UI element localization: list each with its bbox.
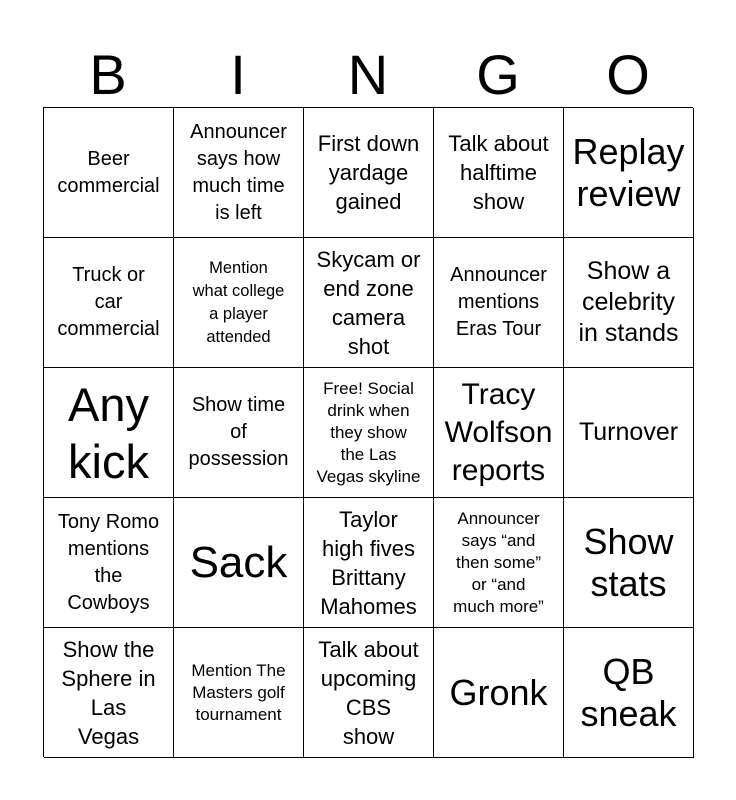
bingo-cell[interactable] bbox=[44, 368, 174, 498]
bingo-cell[interactable] bbox=[564, 368, 694, 498]
bingo-cell[interactable] bbox=[564, 238, 694, 368]
bingo-cell[interactable] bbox=[434, 368, 564, 498]
cell-text: Sack bbox=[189, 537, 288, 587]
cell-text: First down yardage gained bbox=[317, 131, 420, 214]
bingo-cell[interactable] bbox=[304, 498, 434, 628]
cell-text: Talk about upcoming CBS show bbox=[318, 636, 419, 749]
cell-text: Free! Social drink when they show the Las Vegas skyline bbox=[316, 378, 421, 486]
bingo-cell[interactable] bbox=[564, 498, 694, 628]
header-letter-b: B bbox=[89, 43, 127, 106]
cell-text: Announcer says “and then some” or “and much more” bbox=[453, 508, 544, 616]
cell-text: Beer commercial bbox=[57, 147, 160, 197]
cell-text: Gronk bbox=[449, 671, 548, 713]
cell-text: Mention what college a player attended bbox=[192, 258, 285, 346]
bingo-cell[interactable] bbox=[304, 108, 434, 238]
bingo-cell[interactable] bbox=[174, 368, 304, 498]
cell-text: Talk about halftime show bbox=[448, 131, 549, 214]
bingo-cell[interactable] bbox=[434, 238, 564, 368]
cell-text: Taylor high fives Brittany Mahomes bbox=[320, 506, 417, 619]
cell-text: Announcer mentions Eras Tour bbox=[450, 264, 547, 340]
bingo-cell[interactable] bbox=[304, 238, 434, 368]
cell-text: Turnover bbox=[578, 418, 679, 446]
cell-text: Show the Sphere in Las Vegas bbox=[61, 636, 156, 749]
bingo-board bbox=[43, 107, 693, 757]
bingo-cell[interactable] bbox=[434, 108, 564, 238]
cell-text: Show stats bbox=[583, 520, 674, 604]
cell-text: Show time of possession bbox=[188, 394, 289, 470]
bingo-cell[interactable] bbox=[174, 628, 304, 758]
header-letter-o: O bbox=[606, 43, 650, 106]
cell-text: Announcer says how much time is left bbox=[190, 120, 287, 224]
bingo-cell[interactable] bbox=[564, 628, 694, 758]
header-letter-n: N bbox=[347, 43, 389, 106]
cell-text: Show a celebrity in stands bbox=[578, 257, 679, 347]
bingo-cell[interactable] bbox=[304, 628, 434, 758]
bingo-cell[interactable] bbox=[44, 628, 174, 758]
bingo-cell[interactable] bbox=[304, 368, 434, 498]
cell-text: Tony Romo mentions the Cowboys bbox=[57, 510, 160, 614]
cell-text: Mention The Masters golf tournament bbox=[191, 660, 286, 724]
cell-text: Truck or car commercial bbox=[57, 264, 160, 340]
cell-text: QB sneak bbox=[580, 650, 677, 734]
cell-text: Any kick bbox=[68, 377, 149, 488]
bingo-cell[interactable] bbox=[44, 108, 174, 238]
header-letter-g: G bbox=[476, 43, 520, 106]
bingo-header bbox=[43, 44, 693, 106]
bingo-cell[interactable] bbox=[174, 108, 304, 238]
bingo-cell[interactable] bbox=[174, 498, 304, 628]
bingo-cell[interactable] bbox=[174, 238, 304, 368]
bingo-cell[interactable] bbox=[564, 108, 694, 238]
bingo-cell[interactable] bbox=[44, 238, 174, 368]
header-letter-i: I bbox=[230, 43, 246, 106]
cell-text: Tracy Wolfson reports bbox=[444, 377, 553, 487]
bingo-cell[interactable] bbox=[434, 628, 564, 758]
cell-text: Skycam or end zone camera shot bbox=[316, 246, 421, 359]
bingo-cell[interactable] bbox=[434, 498, 564, 628]
cell-text: Replay review bbox=[572, 130, 685, 214]
bingo-cell[interactable] bbox=[44, 498, 174, 628]
